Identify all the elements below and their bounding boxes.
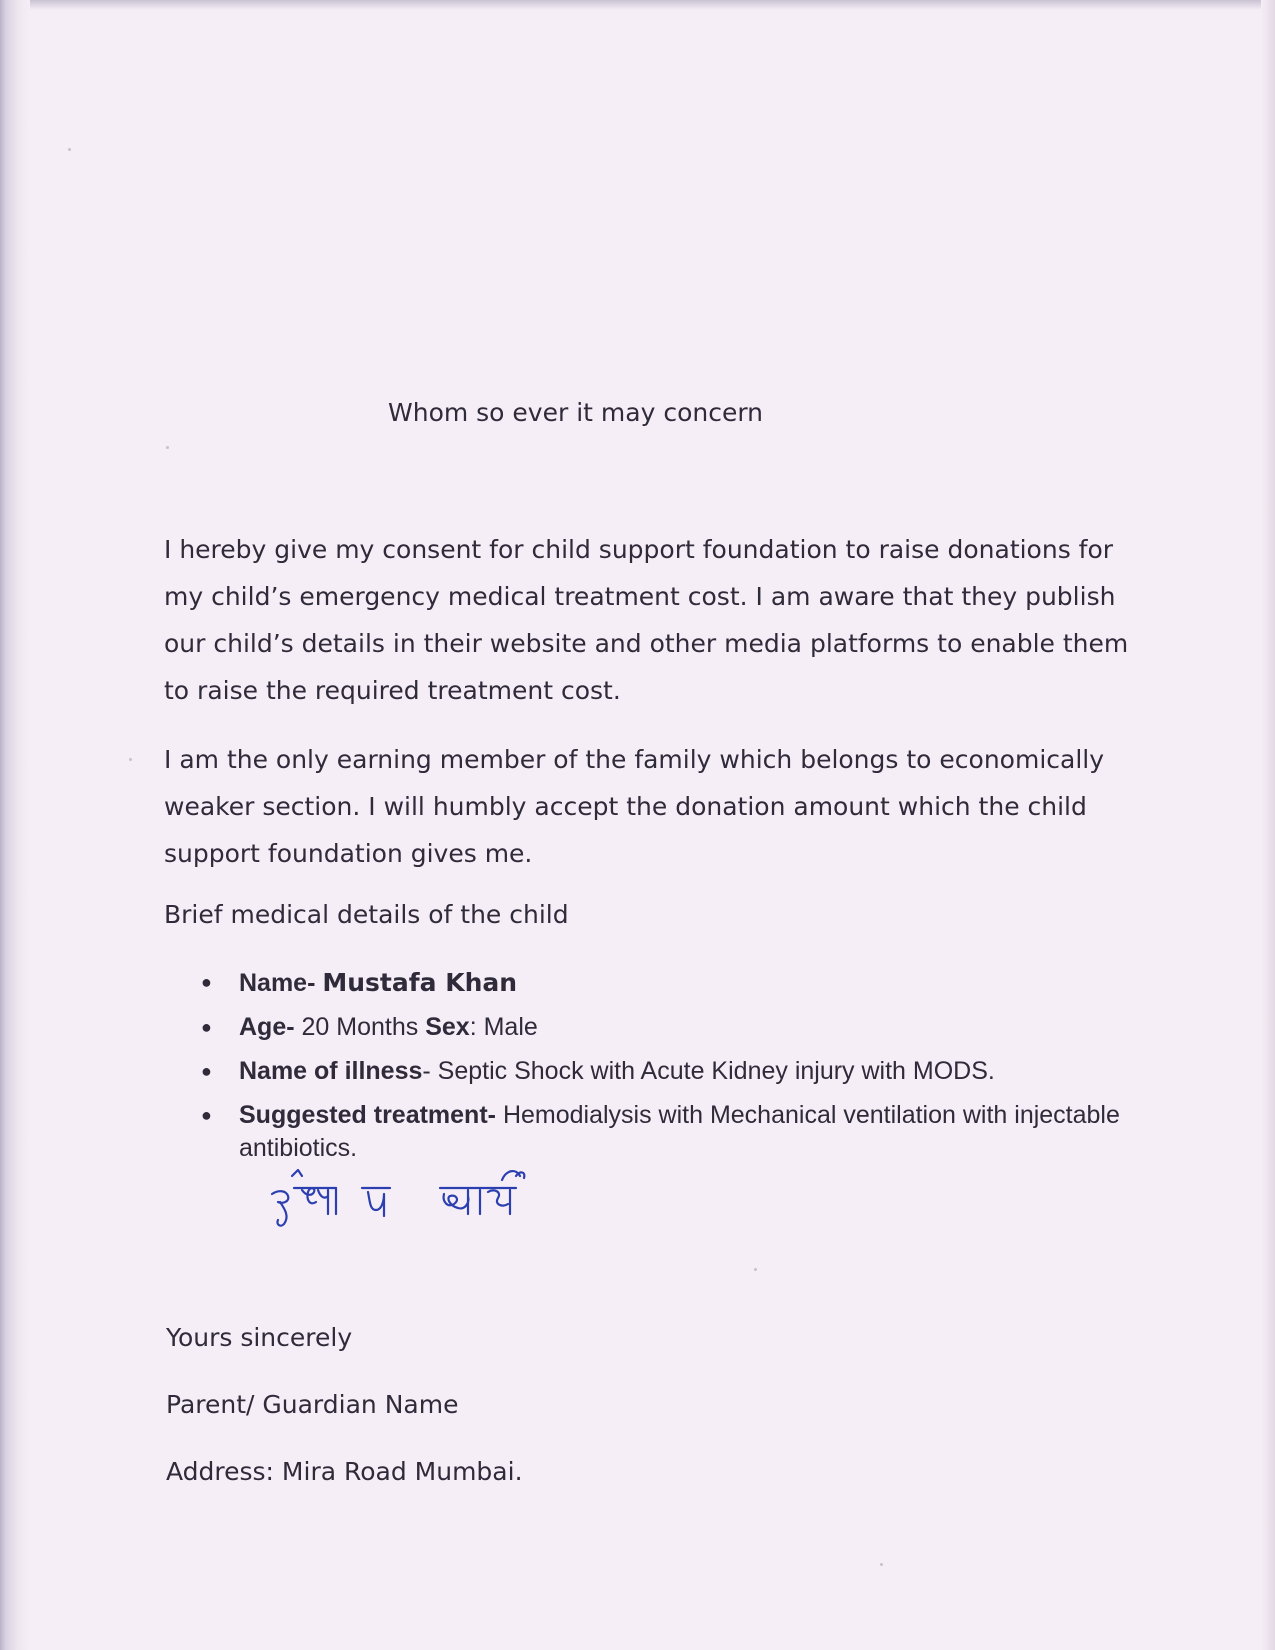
age-value: 20 Months (301, 1013, 419, 1041)
illness-label: Name of illness (239, 1057, 423, 1085)
scan-speck (880, 1563, 883, 1566)
child-name: Mustafa Khan (322, 968, 518, 997)
letter-heading: Whom so ever it may concern (388, 398, 764, 427)
address-line: Address: Mira Road Mumbai. (166, 1457, 523, 1486)
consent-paragraph: I hereby give my consent for child support foundation to raise donations for my child’s emergency medical treatment cost. I am aware that they publish our child’s details in their website and other media platforms to enable them to raise the required treatment cost. (164, 535, 1129, 705)
medical-details-list (195, 966, 1155, 1176)
scan-speck (754, 1268, 757, 1271)
bullet-icon: ● (201, 1017, 212, 1037)
sex-value: Male (483, 1013, 538, 1041)
bullet-icon: ● (201, 972, 212, 992)
scan-speck (129, 758, 132, 761)
illness-value: - Septic Shock with Acute Kidney injury with MODS. (422, 1057, 995, 1085)
age-label: Age- (239, 1013, 295, 1041)
list-item-name (195, 966, 1155, 1000)
treatment-label: Suggested treatment- (239, 1101, 496, 1129)
scan-speck (68, 148, 71, 151)
treatment-value: Hemodialysis with Mechanical ventilation with injectable antibiotics. (239, 1101, 1120, 1162)
list-item-age-sex (195, 1011, 1155, 1044)
list-item-treatment (195, 1099, 1155, 1165)
bullet-icon: ● (201, 1105, 212, 1125)
name-label: Name- (239, 969, 316, 997)
bullet-icon: ● (201, 1061, 212, 1081)
sex-label: Sex (425, 1013, 470, 1041)
income-paragraph: I am the only earning member of the family which belongs to economically weaker section. I will humbly accept the donation amount which the child support foundation gives me. (164, 745, 1105, 868)
guardian-name-label: Parent/ Guardian Name (166, 1390, 459, 1419)
details-heading: Brief medical details of the child (164, 900, 569, 929)
closing-salutation: Yours sincerely (166, 1323, 353, 1352)
list-item-illness (195, 1055, 1155, 1088)
scan-speck (166, 446, 169, 449)
sex-separator: : (469, 1013, 477, 1041)
handwritten-signature (266, 1166, 556, 1236)
